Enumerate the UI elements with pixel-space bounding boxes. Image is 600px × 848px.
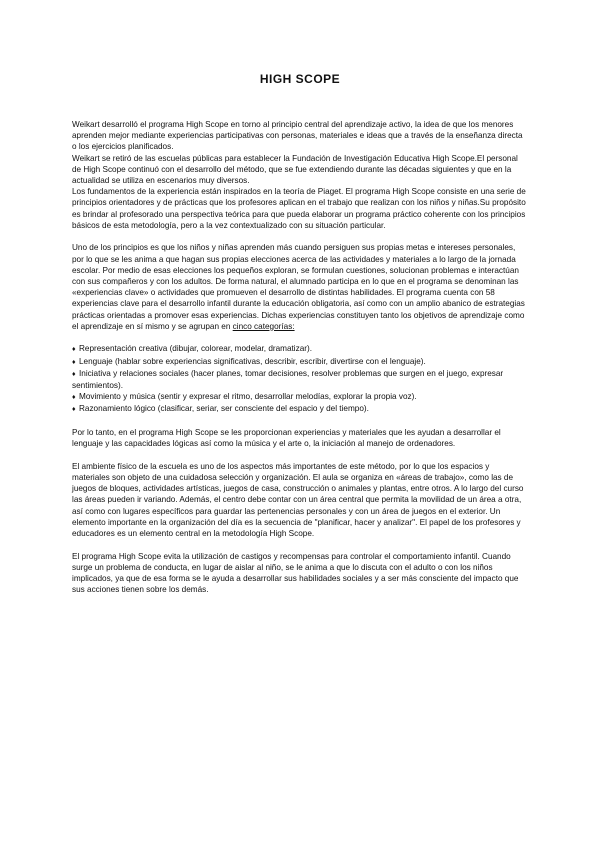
spacer (72, 332, 528, 343)
categories-heading: cinco categorías: (232, 321, 295, 331)
intro-paragraph-3: Los fundamentos de la experiencia están inspirados en la teoría de Piaget. El programa High Scope consiste en una serie de principios orientadores y de prácticas que los profesores aplican en el trabajo que realizan con los niños y niñas.Su propósito es brindar al profesorado una perspectiva teórica para que pueda elaborar un programa práctico coherente con los principios básicos de esta metodología, pero a la vez contextualizado con su situación particular. (72, 187, 526, 230)
list-item (72, 368, 528, 391)
categories-list (72, 343, 528, 415)
spacer (72, 231, 528, 242)
intro-paragraph-2: Weikart se retiró de las escuelas públicas para establecer la Fundación de Investigación Educativa High Scope.El personal de High Scope continuó con el desarrollo del método, que se fue extendiendo durante las décadas siguientes y que en la actualidad se utiliza en escenarios muy diversos. (72, 153, 518, 186)
list-item (72, 391, 528, 403)
page-title: HIGH SCOPE (259, 72, 341, 86)
discipline-paragraph: El programa High Scope evita la utilización de castigos y recompensas para controlar el comportamiento infantil. Cuando surge un problema de conducta, en lugar de aislar al niño, se le anima a que lo discuta con el adulto o con los niños implicados, ya que de esa forma se le ayuda a desarrollar sus habilidades sociales y a ser más consciente del impacto que sus acciones tienen sobre los demás. (72, 551, 519, 595)
conclusion-paragraph: Por lo tanto, en el programa High Scope se les proporcionan experiencias y materiales que les ayudan a desarrollar el lenguaje y las capacidades lógicas así como la música y el arte o, la iniciación al manejo de ordenadores. (72, 428, 501, 449)
document-page (72, 72, 528, 595)
list-item (72, 403, 528, 415)
diamond-bullet-icon: ♦ (72, 358, 76, 366)
diamond-bullet-icon: ♦ (72, 406, 76, 414)
spacer (72, 539, 528, 550)
list-item-text: Movimiento y música (sentir y expresar el ritmo, desarrollar melodías, explorar la propia voz). (79, 392, 417, 402)
list-item-text: Representación creativa (dibujar, colorear, modelar, dramatizar). (79, 344, 312, 354)
diamond-bullet-icon: ♦ (72, 394, 76, 402)
principles-text: Uno de los principios es que los niños y niñas aprenden más cuando persiguen sus propias metas e intereses personales, por lo que se les anima a que hagan sus propias elecciones acerca de las actividades y materiales a lo largo de la jornada escolar. Por medio de esas elecciones los pequeños exploran, se formulan cuestiones, solucionan problemas e interactúan con sus compañeros y con los adultos. De forma natural, el alumnado participa en lo que en el programa se denominan las «experiencias clave» o actividades que promueven el desarrollo de distintas habilidades. El programa cuenta con 58 experiencias clave para el desarrollo infantil durante la educación obligatoria, así como con un amplio abanico de estrategias prácticas orientadas a promover esas experiencias. Dichas experiencias constituyen tanto los objetivos de aprendizaje como el aprendizaje en sí mismo y se agrupan en (72, 243, 525, 331)
diamond-bullet-icon: ♦ (72, 346, 76, 354)
list-item-text: Iniciativa y relaciones sociales (hacer planes, tomar decisiones, resolver problemas que surgen en el juego, expresar sentimientos). (72, 368, 504, 391)
spacer (72, 416, 528, 427)
list-item-text: Lenguaje (hablar sobre experiencias significativas, describir, escribir, divertirse con el lenguaje). (79, 356, 426, 366)
list-item (72, 356, 528, 368)
list-item (72, 343, 528, 355)
diamond-bullet-icon: ♦ (72, 370, 76, 378)
spacer (72, 449, 528, 460)
principles-paragraph (72, 242, 528, 332)
intro-paragraph-1: Weikart desarrolló el programa High Scope en torno al principio central del aprendizaje activo, la idea de que los menores aprenden mejor mediante experiencias participativas con personas, materiales e ideas que a través de la enseñanza directa o los ejercicios planificados. (72, 120, 523, 152)
environment-paragraph: El ambiente físico de la escuela es uno de los aspectos más importantes de este método, por lo que los espacios y materiales son objeto de una cuidadosa selección y organización. El aula se organiza en «áreas de trabajo», como las de juegos de bloques, actividades artísticas, juegos de casa, construcción o animales y plantas, entre otros. A lo largo del curso las áreas pueden ir variando. Además, el centro debe contar con un área central que permita la movilidad de un área a otra, así como con lugares específicos para guardar las pertenencias personales y con un área de juegos en el exterior. Un elemento importante en la organización del día es la secuencia de "planificar, hacer y analizar". El papel de los profesores y educadores es un elemento central en la metodología High Scope. (72, 461, 524, 539)
list-item-text: Razonamiento lógico (clasificar, seriar, ser consciente del espacio y del tiempo). (79, 404, 369, 414)
